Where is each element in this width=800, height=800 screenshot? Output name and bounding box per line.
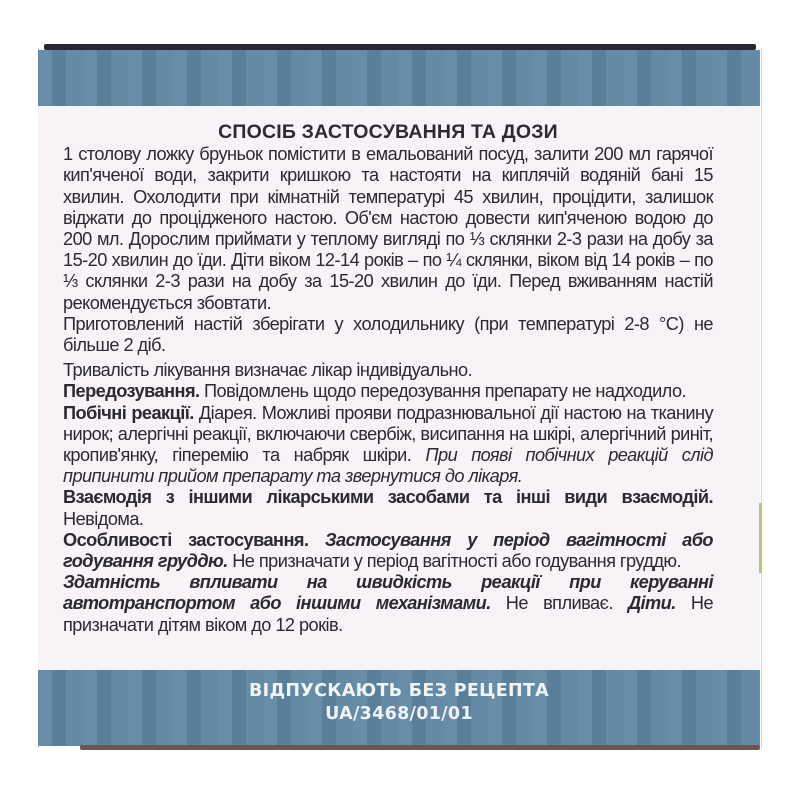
instructions-content	[63, 122, 713, 636]
footer	[38, 680, 760, 726]
interactions-paragraph	[63, 487, 713, 529]
otc-label: ВІДПУСКАЮТЬ БЕЗ РЕЦЕПТА	[249, 681, 549, 701]
children-text: Не призначати дітям віком до 12 років.	[63, 593, 714, 635]
overdose-text: Повідомлень щодо передозування препарату не надходило.	[199, 381, 687, 402]
box-bottom-edge	[80, 745, 760, 750]
pregnancy-label: Застосування у період вагітності або годування груддю.	[63, 529, 713, 572]
storage-paragraph: Приготовлений настій зберігати у холодильнику (при температурі 2-8 °С) не більше 2 діб.	[63, 313, 713, 356]
overdose-paragraph	[63, 381, 713, 402]
children-label: Діти.	[627, 593, 676, 614]
special-paragraph	[63, 530, 713, 572]
interactions-label: Взаємодія з іншими лікарськими засобами та інші види взаємодій.	[63, 487, 713, 508]
special-label: Особливості застосування.	[63, 529, 309, 550]
overdose-label: Передозування.	[63, 381, 200, 402]
driving-label: Здатність впливати на швидкість реакції при керуванні автотранспортом або іншими механізмами.	[63, 572, 713, 614]
section-title: СПОСІБ ЗАСТОСУВАННЯ ТА ДОЗИ	[218, 121, 558, 143]
dosage-paragraph: 1 столову ложку бруньок помістити в емальований посуд, залити 200 мл гарячої кип'яченої води, закрити кришкою та настояти на киплячій водяній бані 15 хвилин. Охолодити при кімнатній температурі 45 хвилин, процідити, залишок віджати до процідженого настою. Об'єм настою довести кип'яченою водою до 200 мл. Дорослим приймати у теплому вигляді по ⅓ склянки 2-3 рази на добу за 15-20 хвилин до їди. Діти віком 12-14 років – по ¼ склянки, віком від 14 років – по ⅓ склянки 2-3 рази на добу за 15-20 хвилин до їди. Перед вживанням настій рекомендується збовтати.	[63, 144, 713, 313]
side-effects-paragraph	[63, 403, 713, 488]
registration-number: UA/3468/01/01	[325, 704, 473, 724]
driving-paragraph	[63, 572, 713, 636]
driving-text: Не впливає.	[490, 593, 628, 614]
side-effects-text: Діарея. Можливі прояви подразнювальної дії настою на тканину нирок; алергічні реакції, включаючи свербіж, висипання на шкірі, алергічний риніт, кропив'янку, гіперемію та набряк шкіри.	[63, 402, 713, 466]
side-green-mark	[759, 503, 762, 573]
side-effects-note: При появі побічних реакцій слід припинити прийом препарату та звернутися до лікаря.	[63, 445, 713, 487]
side-effects-label: Побічні реакції.	[63, 402, 194, 423]
duration-paragraph: Тривалість лікування визначає лікар індивідуально.	[63, 360, 473, 381]
top-blue-band	[38, 50, 760, 106]
interactions-text: Невідома.	[63, 508, 144, 529]
pregnancy-text: Не призначати у період вагітності або годування груддю.	[227, 551, 681, 572]
